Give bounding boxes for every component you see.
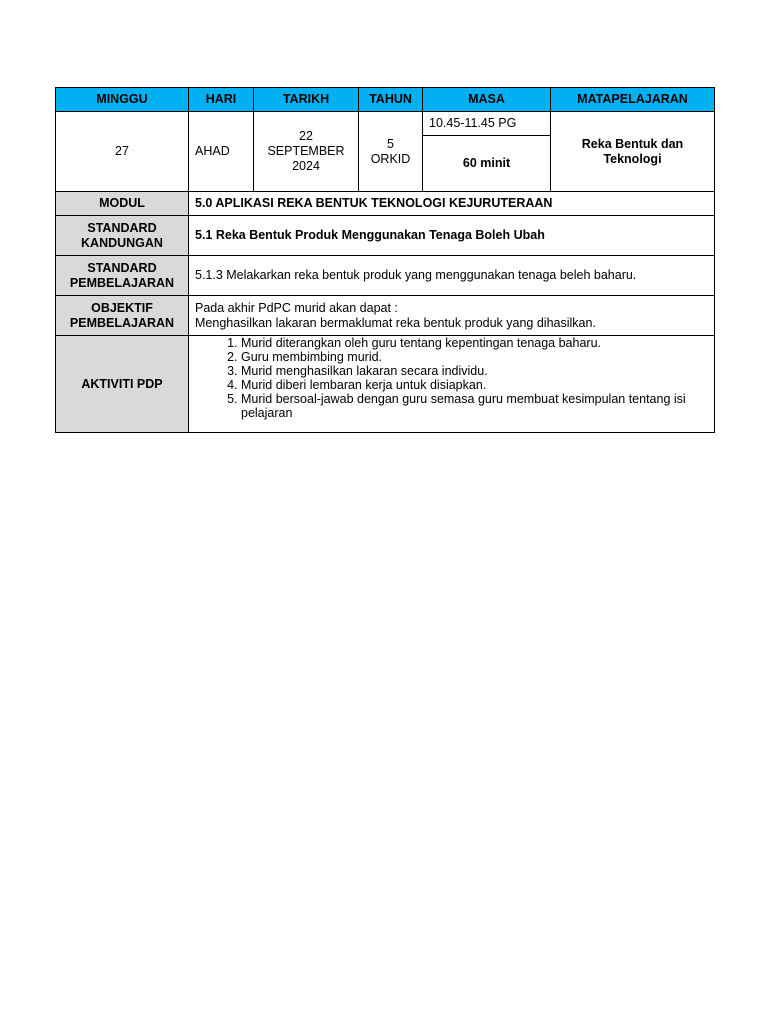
tahun-class: ORKID xyxy=(370,151,411,166)
subject-line1: Reka Bentuk dan xyxy=(581,136,684,151)
objektif-label-line2: PEMBELAJARAN xyxy=(69,315,175,330)
tahun-number: 5 xyxy=(387,136,394,151)
tarikh-day: 22 xyxy=(299,129,313,143)
masa-duration: 60 minit xyxy=(462,155,511,170)
list-item: 1. Murid diterangkan oleh guru tentang kepentingan tenaga baharu. xyxy=(241,336,708,350)
header-matapelajaran: MATAPELAJARAN xyxy=(551,88,715,112)
header-masa: MASA xyxy=(423,88,551,112)
header-minggu: MINGGU xyxy=(56,88,189,112)
subject-line2: Teknologi xyxy=(603,151,662,166)
aktiviti-list xyxy=(195,336,708,420)
header-hari: HARI xyxy=(189,88,254,112)
objektif-label-line1: OBJEKTIF xyxy=(91,300,153,315)
subject-value xyxy=(551,112,715,192)
aktiviti-label: AKTIVITI PDP xyxy=(56,336,189,433)
list-item: 2. Guru membimbing murid. xyxy=(241,350,708,364)
standard-pembelajaran-label-line1: STANDARD xyxy=(87,260,157,275)
objektif-value xyxy=(189,296,715,336)
list-item: 3. Murid menghasilkan lakaran secara individu. xyxy=(241,364,708,378)
tarikh-year: 2024 xyxy=(292,159,320,173)
objektif-line1: Pada akhir PdPC murid akan dapat : xyxy=(195,300,398,315)
header-row xyxy=(56,88,715,112)
standard-pembelajaran-label-line2: PEMBELAJARAN xyxy=(69,275,175,290)
modul-row xyxy=(56,192,715,216)
lesson-plan-table xyxy=(55,87,715,433)
objektif-row xyxy=(56,296,715,336)
standard-pembelajaran-value: 5.1.3 Melakarkan reka bentuk produk yang menggunakan tenaga beleh baharu. xyxy=(189,256,715,296)
header-tahun: TAHUN xyxy=(359,88,423,112)
masa-cell xyxy=(423,112,551,192)
modul-label: MODUL xyxy=(56,192,189,216)
aktiviti-row xyxy=(56,336,715,433)
list-item: 5. Murid bersoal-jawab dengan guru semasa guru membuat kesimpulan tentang isi pelajaran xyxy=(241,392,708,420)
standard-kandungan-label-line1: STANDARD xyxy=(87,220,157,235)
hari-value: AHAD xyxy=(189,112,254,192)
standard-kandungan-label-line2: KANDUNGAN xyxy=(81,235,163,250)
objektif-line2: Menghasilkan lakaran bermaklumat reka bentuk produk yang dihasilkan. xyxy=(195,315,596,330)
info-row xyxy=(56,112,715,192)
masa-inner-table xyxy=(423,112,550,191)
aktiviti-value xyxy=(189,336,715,433)
tarikh-month: SEPTEMBER xyxy=(267,144,345,158)
header-tarikh: TARIKH xyxy=(254,88,359,112)
standard-pembelajaran-label xyxy=(56,256,189,296)
minggu-value: 27 xyxy=(56,112,189,192)
standard-pembelajaran-row xyxy=(56,256,715,296)
modul-value: 5.0 APLIKASI REKA BENTUK TEKNOLOGI KEJURUTERAAN xyxy=(189,192,715,216)
standard-kandungan-label xyxy=(56,216,189,256)
objektif-label xyxy=(56,296,189,336)
standard-kandungan-value: 5.1 Reka Bentuk Produk Menggunakan Tenaga Boleh Ubah xyxy=(189,216,715,256)
tarikh-value xyxy=(254,112,359,192)
standard-kandungan-row xyxy=(56,216,715,256)
tahun-value xyxy=(359,112,423,192)
masa-time: 10.45-11.45 PG xyxy=(423,112,550,135)
list-item: 4. Murid diberi lembaran kerja untuk disiapkan. xyxy=(241,378,708,392)
